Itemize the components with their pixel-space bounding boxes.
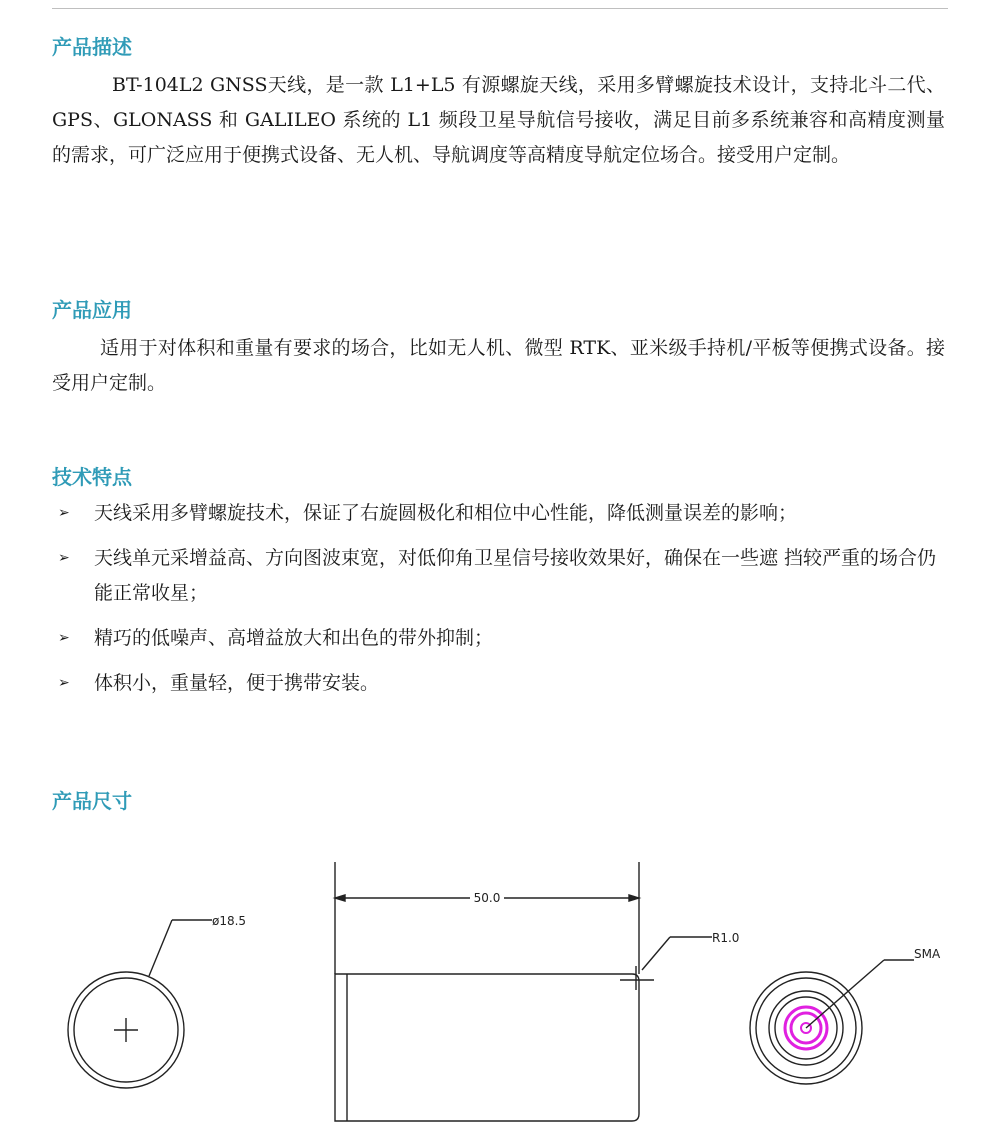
feature-text: 体积小，重量轻，便于携带安装。: [94, 672, 380, 694]
dimensions-heading: 产品尺寸: [52, 789, 132, 813]
radius-label: R1.0: [712, 931, 740, 945]
features-list: [52, 496, 945, 711]
connector-label: SMA: [914, 947, 941, 961]
arrow-bullet-icon: ➢: [58, 505, 70, 521]
top-divider: [52, 8, 948, 9]
length-label: 50.0: [473, 891, 501, 905]
list-item: [52, 666, 945, 701]
feature-text: 天线单元采增益高、方向图波束宽，对低仰角卫星信号接收效果好，确保在一些遮 挡较严重的场合仍能正常收星；: [94, 547, 937, 604]
application-paragraph: 适用于对体积和重量有要求的场合，比如无人机、微型 RTK、亚米级手持机/平板等便携式设备。接受用户定制。: [52, 337, 945, 394]
arrow-bullet-icon: ➢: [58, 550, 70, 566]
diameter-leader: [149, 920, 172, 976]
body-outline: [335, 974, 639, 1121]
feature-text: 精巧的低噪声、高增益放大和出色的带外抑制；: [94, 627, 494, 649]
list-item: [52, 496, 945, 531]
diameter-label: ø18.5: [212, 914, 247, 928]
features-heading: 技术特点: [52, 465, 132, 489]
arrow-bullet-icon: ➢: [58, 675, 70, 691]
description-heading: 产品描述: [52, 35, 132, 59]
side-view: [335, 862, 712, 1121]
application-heading: 产品应用: [52, 298, 132, 322]
description-paragraph: BT-104L2 GNSS天线，是一款 L1+L5 有源螺旋天线，采用多臂螺旋技术设计，支持北斗二代、GPS、GLONASS 和 GALILEO 系统的 L1 频段卫星导航信号接收，满足目前多系统兼容和高精度测量的需求，可广泛应用于便携式设备、无人机、导航调度等高精度导航定位场合。接受用户定制。: [52, 74, 945, 166]
feature-text: 天线采用多臂螺旋技术，保证了右旋圆极化和相位中心性能，降低测量误差的影响；: [94, 502, 798, 524]
sma-leader-line: [806, 960, 884, 1028]
list-item: [52, 621, 945, 656]
arrow-bullet-icon: ➢: [58, 630, 70, 646]
dim-arrow-left: [335, 895, 345, 901]
radius-leader: [642, 937, 670, 970]
dimension-drawing: [0, 824, 1000, 1124]
list-item: [52, 541, 945, 611]
front-view: [68, 920, 212, 1088]
dim-arrow-right: [629, 895, 639, 901]
